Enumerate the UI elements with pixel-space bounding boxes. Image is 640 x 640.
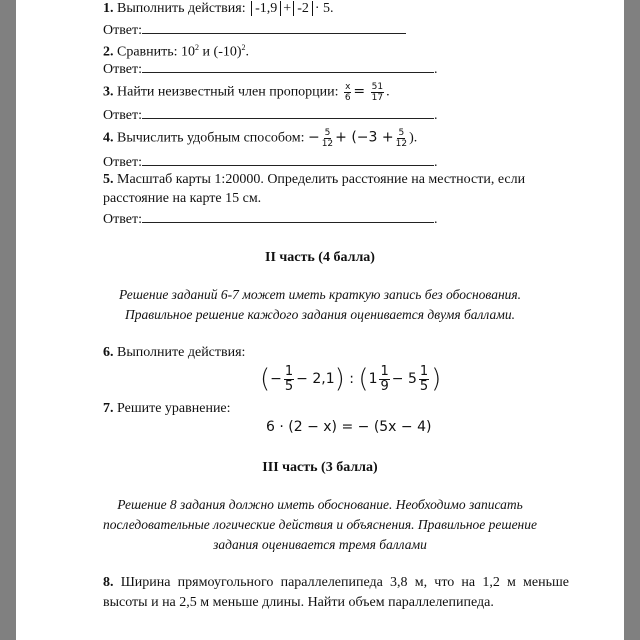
answer-blank[interactable] <box>142 60 434 73</box>
answer-label: Ответ: <box>103 212 142 227</box>
denominator: 12 <box>395 139 408 149</box>
task-7-equation: 6 · (2 − x) = − (5x − 4) <box>266 419 432 435</box>
answer-label: Ответ: <box>103 108 142 123</box>
divide-sign: : <box>349 371 354 387</box>
task-text: Вычислить удобным способом: <box>117 130 305 146</box>
period: . <box>433 108 438 123</box>
numerator: 5 <box>324 128 331 138</box>
task-number: 3. <box>103 84 114 100</box>
task-number: 4. <box>103 130 114 146</box>
equals-sign: = <box>353 83 366 100</box>
exponent: 2 <box>195 43 200 52</box>
task-text: и (-10) <box>199 44 242 60</box>
paren: ) <box>334 364 345 394</box>
paren: ) <box>431 364 442 394</box>
task-tail: · 5. <box>314 1 334 16</box>
fraction <box>396 128 407 149</box>
fraction <box>284 365 294 394</box>
document-page <box>16 0 624 640</box>
denominator: 12 <box>321 139 334 149</box>
task-2 <box>103 40 249 61</box>
numerator: 1 <box>419 363 429 379</box>
task-1 <box>103 1 334 17</box>
paren: ( <box>260 364 271 394</box>
fraction <box>419 365 429 394</box>
task-tail: . <box>245 44 250 60</box>
task-number: 1. <box>103 1 114 16</box>
minus-sign: − <box>270 371 282 387</box>
task-8 <box>103 573 569 613</box>
task-6-expression <box>260 364 441 394</box>
task-number: 5. <box>103 172 114 187</box>
part-3-note-line-1: Решение 8 задания должно иметь обоснование. Необходимо записать <box>117 497 523 512</box>
task-5 <box>103 172 525 188</box>
task-4 <box>103 128 417 149</box>
exponent: 2 <box>241 43 246 52</box>
answer-blank[interactable] <box>142 153 434 166</box>
fraction <box>379 365 389 394</box>
answer-blank[interactable] <box>142 21 406 34</box>
whole-part: 1 <box>368 371 378 387</box>
numerator: x <box>345 82 351 92</box>
denominator: 6 <box>344 93 351 103</box>
part-2-heading: II часть (4 балла) <box>265 250 375 265</box>
fraction <box>371 82 384 103</box>
fraction <box>344 82 351 103</box>
part-2-note-line-1: Решение заданий 6-7 может иметь краткую запись без обоснования. <box>118 287 522 302</box>
part-3-note-line-3: задания оценивается тремя баллами <box>213 537 427 552</box>
task-text: Сравнить: 10 <box>117 44 196 60</box>
answer-line-1 <box>103 21 406 39</box>
task-text: Решите уравнение: <box>117 401 231 416</box>
answer-blank[interactable] <box>142 210 434 223</box>
fraction <box>322 128 333 149</box>
expression-part: + (−3 + <box>335 129 394 146</box>
task-tail: ). <box>409 130 418 146</box>
answer-line-3 <box>103 106 437 124</box>
task-tail: . <box>386 84 390 100</box>
answer-label: Ответ: <box>103 155 142 170</box>
expression-part: − 2,1 <box>296 371 335 387</box>
task-number: 2. <box>103 44 114 60</box>
answer-line-2 <box>103 60 437 78</box>
task-3 <box>103 82 390 103</box>
numerator: 1 <box>380 363 389 379</box>
answer-label: Ответ: <box>103 23 142 38</box>
task-6 <box>103 345 245 361</box>
period: . <box>433 62 438 77</box>
denominator: 5 <box>284 378 294 394</box>
answer-line-4 <box>103 153 437 171</box>
minus-sign: − <box>307 129 320 146</box>
part-3-note-line-2: последовательные логические действия и объяснения. Правильное решение <box>103 517 537 532</box>
task-text: Выполните действия: <box>117 345 246 360</box>
part-3-heading: III часть (3 балла) <box>262 460 378 475</box>
denominator: 9 <box>380 378 389 394</box>
denominator: 5 <box>419 378 429 394</box>
period: . <box>433 212 438 227</box>
numerator: 5 <box>398 128 405 138</box>
answer-label: Ответ: <box>103 62 142 77</box>
task-number: 6. <box>103 345 114 360</box>
plus-sign: + <box>283 1 292 16</box>
part-2-note-line-2: Правильное решение каждого задания оценивается двумя баллами. <box>125 307 515 322</box>
abs-value: -2 <box>293 1 313 16</box>
task-text: Ширина прямоугольного параллелепипеда 3,8 м, что на 1,2 м меньше высоты и на 2,5 м меньше длины. Найти объем параллелепипеда. <box>103 575 570 610</box>
period: . <box>433 155 438 170</box>
numerator: 51 <box>371 82 384 92</box>
abs-value: -1,9 <box>251 1 281 16</box>
task-7 <box>103 401 231 417</box>
denominator: 17 <box>371 93 384 103</box>
paren: ( <box>358 364 369 394</box>
answer-line-5 <box>103 210 437 228</box>
answer-blank[interactable] <box>142 106 434 119</box>
task-text: Масштаб карты 1:20000. Определить расстояние на местности, если <box>117 172 526 187</box>
numerator: 1 <box>284 363 294 379</box>
task-text: Найти неизвестный член пропорции: <box>117 84 339 100</box>
task-text: Выполнить действия: <box>117 1 246 16</box>
task-number: 8. <box>103 575 114 590</box>
expression-part: − 5 <box>391 371 417 387</box>
task-number: 7. <box>103 401 114 416</box>
task-5-line-2: расстояние на карте 15 см. <box>103 191 262 206</box>
